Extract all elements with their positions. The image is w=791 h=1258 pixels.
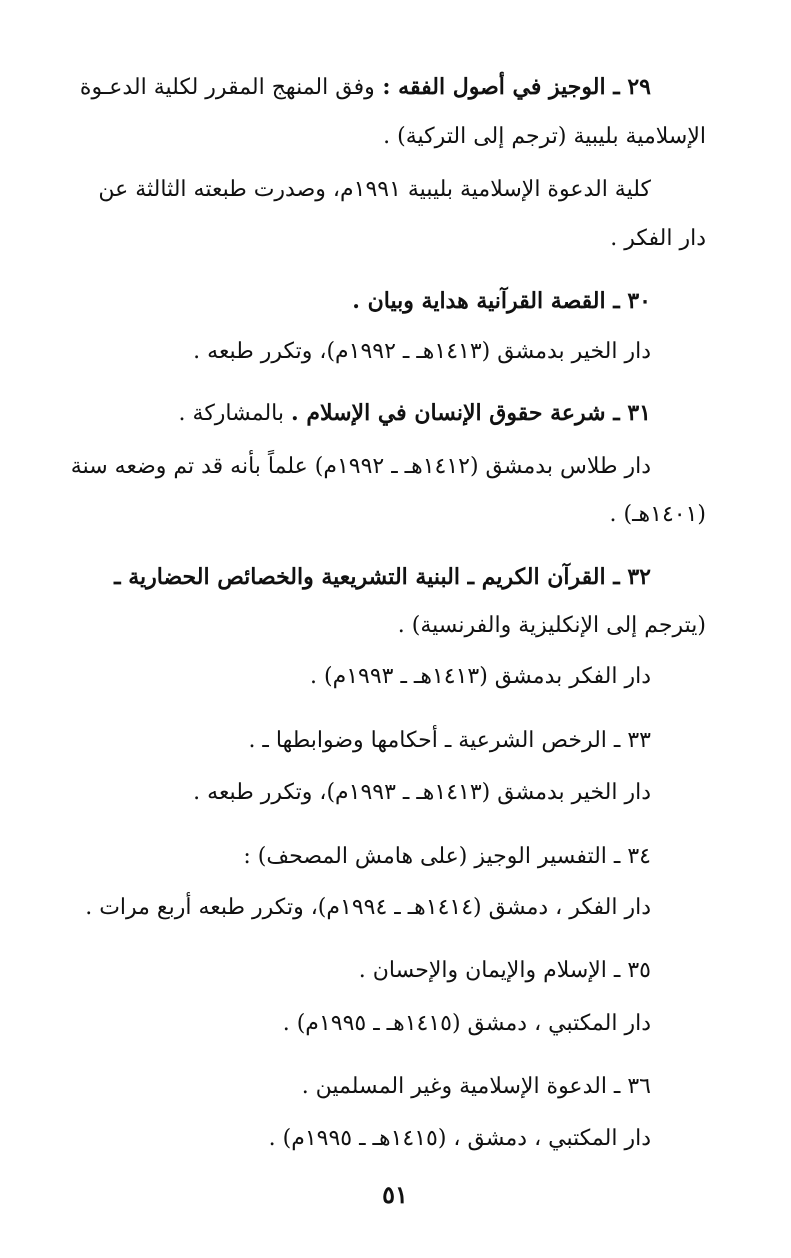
entry-31-title	[51, 398, 651, 429]
entry-31-publisher-line1: دار طلاس بدمشق (١٤١٢هـ ـ ١٩٩٢م) علماً بأنه قد تم وضعه سنة	[70, 454, 651, 479]
entry-31-publisher-line2: (١٤٠١هـ) .	[609, 502, 706, 527]
entry-34-title: ٣٤ ـ التفسير الوجيز (على هامش المصحف) :	[243, 844, 651, 869]
entry-29-publisher-line1: كلية الدعوة الإسلامية بليبية ١٩٩١م، وصدرت طبعته الثالثة عن	[98, 177, 651, 202]
entry-29-title-bold: ٢٩ ـ الوجيز في أصول الفقه :	[382, 74, 651, 100]
entry-32-title-line2: (يترجم إلى الإنكليزية والفرنسية) .	[397, 613, 706, 638]
entry-35-title: ٣٥ ـ الإسلام والإيمان والإحسان .	[358, 958, 651, 983]
entry-32-title: ٣٢ ـ القرآن الكريم ـ البنية التشريعية والخصائص الحضارية ـ	[114, 564, 651, 590]
entry-32-publisher: دار الفكر بدمشق (١٤١٣هـ ـ ١٩٩٣م) .	[310, 664, 651, 689]
entry-33-publisher: دار الخير بدمشق (١٤١٣هـ ـ ١٩٩٣م)، وتكرر طبعه .	[193, 780, 651, 805]
entry-36-title: ٣٦ ـ الدعوة الإسلامية وغير المسلمين .	[301, 1074, 651, 1099]
entry-36-publisher: دار المكتبي ، دمشق ، (١٤١٥هـ ـ ١٩٩٥م) .	[268, 1126, 651, 1151]
entry-34-publisher: دار الفكر ، دمشق (١٤١٤هـ ـ ١٩٩٤م)، وتكرر طبعه أربع مرات .	[85, 895, 651, 920]
entry-29-title	[31, 72, 651, 103]
entry-29-title-rest: وفق المنهج المقرر لكلية الدعـوة	[79, 75, 375, 100]
entry-31-title-rest: بالمشاركة .	[178, 401, 285, 426]
page-number: ٥١	[382, 1180, 408, 1209]
entry-33-title: ٣٣ ـ الرخص الشرعية ـ أحكامها وضوابطها ـ .	[248, 728, 651, 753]
entry-35-publisher: دار المكتبي ، دمشق (١٤١٥هـ ـ ١٩٩٥م) .	[282, 1011, 651, 1036]
entry-30-publisher: دار الخير بدمشق (١٤١٣هـ ـ ١٩٩٢م)، وتكرر طبعه .	[193, 339, 651, 364]
entry-29-title-line2: الإسلامية بليبية (ترجم إلى التركية) .	[383, 124, 706, 149]
entry-31-title-bold: ٣١ ـ شرعة حقوق الإنسان في الإسلام .	[291, 400, 651, 426]
entry-29-publisher-line2: دار الفكر .	[610, 226, 706, 251]
entry-30-title: ٣٠ ـ القصة القرآنية هداية وبيان .	[352, 288, 651, 314]
